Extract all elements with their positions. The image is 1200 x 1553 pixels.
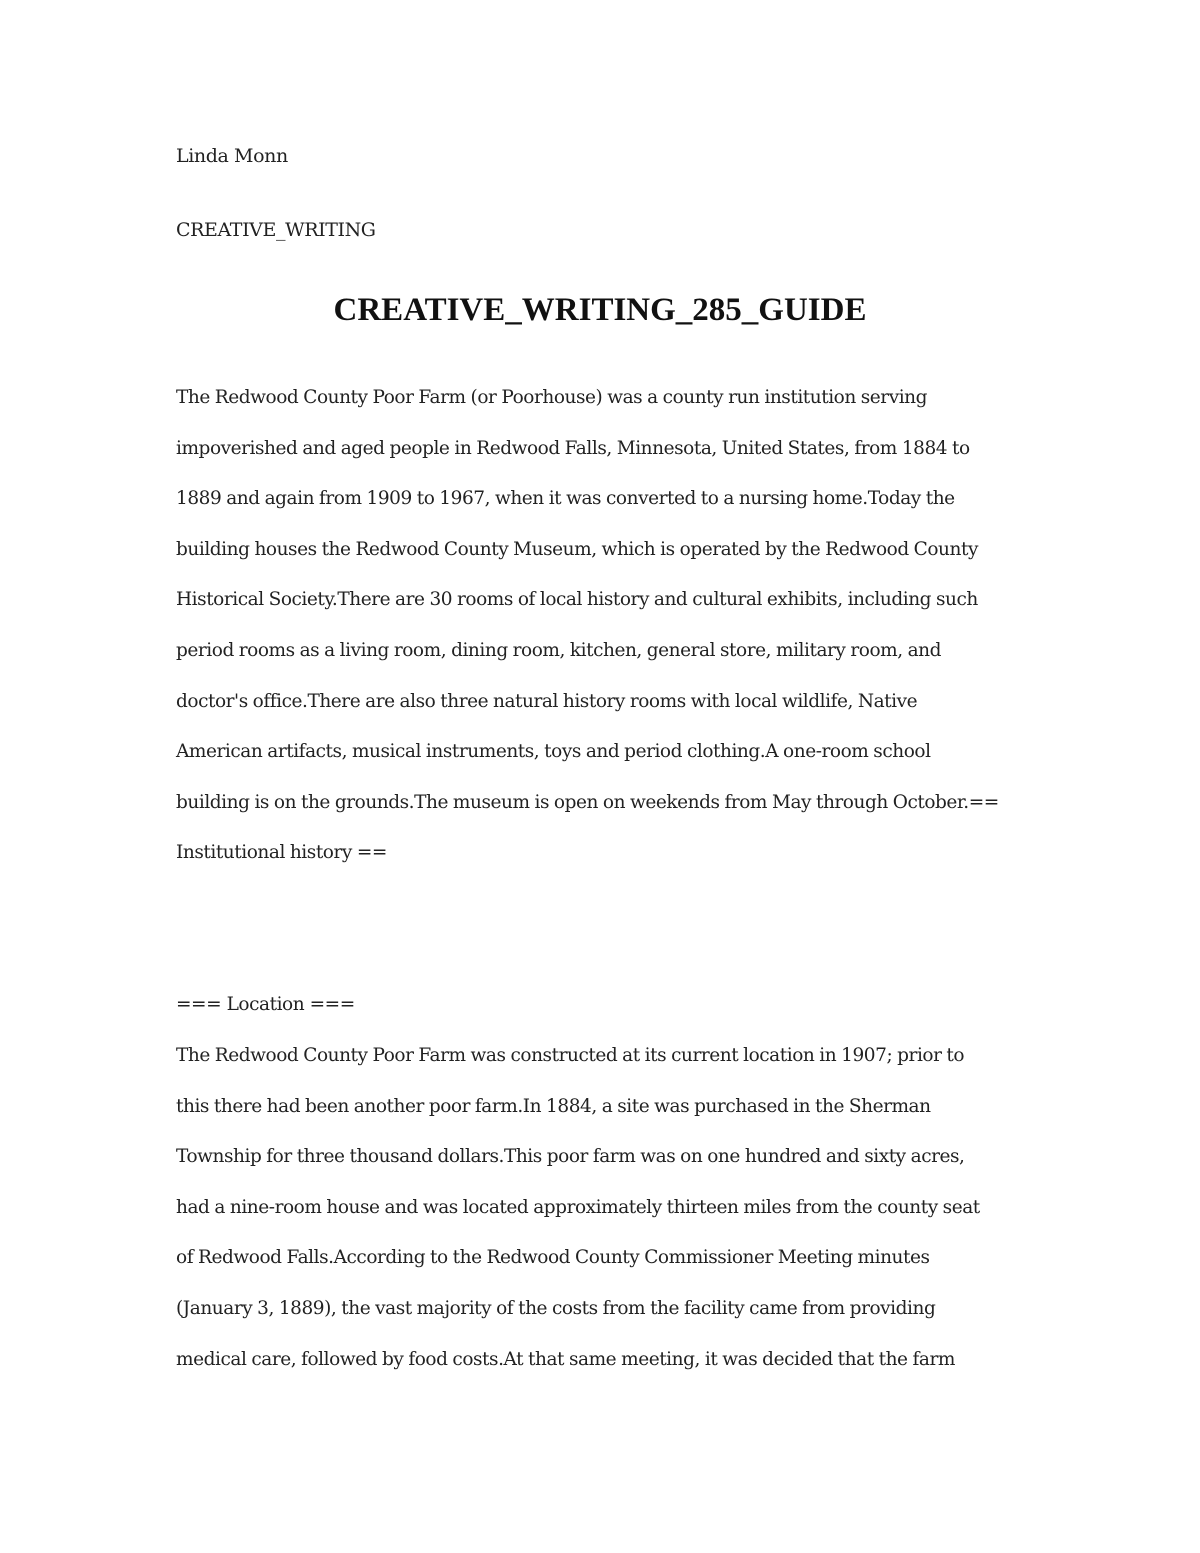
location-heading: === Location ===	[176, 994, 355, 1015]
text-line: had a nine-room house and was located approximately thirteen miles from the county seat	[176, 1196, 980, 1218]
text-line: American artifacts, musical instruments, toys and period clothing.A one-room school	[176, 741, 931, 763]
text-line: 1889 and again from 1909 to 1967, when it was converted to a nursing home.Today the	[176, 488, 955, 510]
text-line: building houses the Redwood County Museum, which is operated by the Redwood County	[176, 538, 978, 560]
text-line: this there had been another poor farm.In 1884, a site was purchased in the Sherman	[176, 1095, 931, 1117]
text-line: Historical Society.There are 30 rooms of local history and cultural exhibits, including such	[176, 589, 978, 611]
text-line: medical care, followed by food costs.At that same meeting, it was decided that the farm	[176, 1348, 955, 1370]
text-line: The Redwood County Poor Farm (or Poorhouse) was a county run institution serving	[176, 387, 928, 408]
document-title: CREATIVE_WRITING_285_GUIDE	[333, 292, 867, 328]
text-line: impoverished and aged people in Redwood Falls, Minnesota, United States, from 1884 to	[176, 437, 970, 459]
author-name: Linda Monn	[176, 145, 288, 167]
text-line: building is on the grounds.The museum is open on weekends from May through October.==	[176, 791, 999, 813]
text-line: Institutional history ==	[176, 842, 387, 864]
text-line: of Redwood Falls.According to the Redwood County Commissioner Meeting minutes	[176, 1247, 930, 1269]
text-line: The Redwood County Poor Farm was constructed at its current location in 1907; prior to	[176, 1045, 965, 1066]
text-line: Township for three thousand dollars.This poor farm was on one hundred and sixty acres,	[176, 1146, 965, 1168]
text-line: period rooms as a living room, dining room, kitchen, general store, military room, and	[176, 639, 942, 661]
location-paragraph	[176, 1044, 1056, 1398]
text-line: doctor's office.There are also three natural history rooms with local wildlife, Native	[176, 690, 918, 712]
text-line: (January 3, 1889), the vast majority of the costs from the facility came from providing	[176, 1297, 936, 1319]
course-name: CREATIVE_WRITING	[176, 219, 376, 241]
intro-paragraph	[176, 386, 1056, 892]
